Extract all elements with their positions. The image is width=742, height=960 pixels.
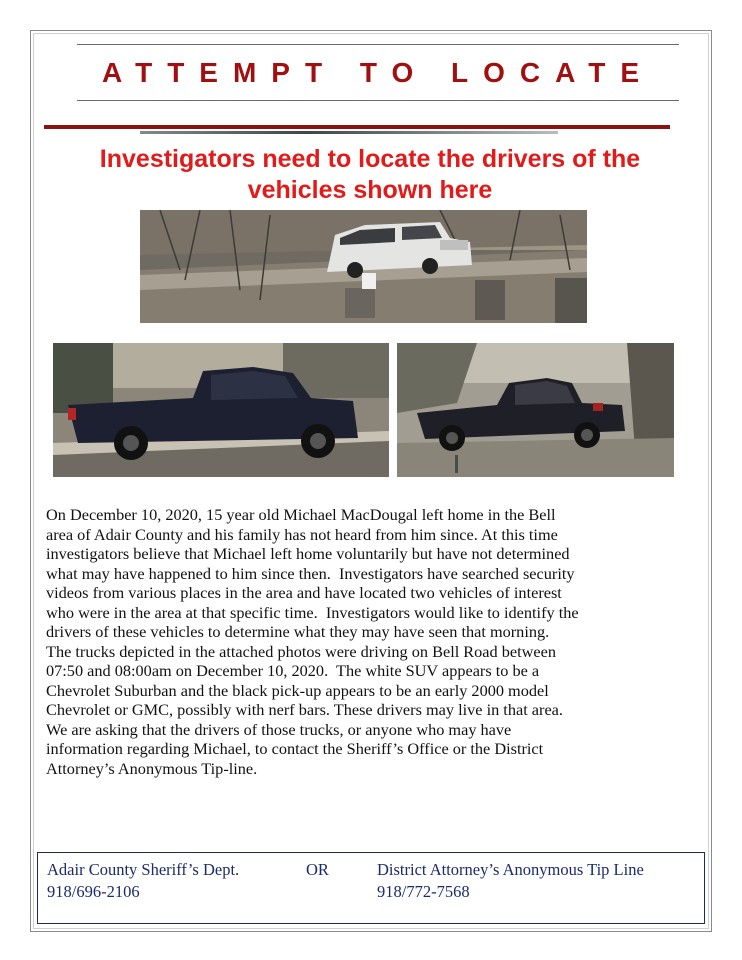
sheriff-phone[interactable]: 918/696-2106 [47,882,140,901]
headline [40,144,700,206]
sheriff-contact [47,859,239,903]
case-description: On December 10, 2020, 15 year old Michael MacDougal left home in the Bell area of Adair County and his family has not heard from him since. At this time investigators believe that Michael left home voluntarily but have not determined what may have happened to him since then. Investigators have searched security videos from various places in the area and have located two vehicles of interest who were in the area at that specific time. Investigators would like to identify the drivers of these vehicles to determine what they may have seen that morning. The trucks depicted in the attached photos were driving on Bell Road between 07:50 and 08:00am on December 10, 2020. The white SUV appears to be a Chevrolet Suburban and the black pick-up appears to be an early 2000 model Chevrolet or GMC, possibly with nerf bars. These drivers may live in that area. We are asking that the drivers of those trucks, or anyone who may have information regarding Michael, to contact the Sheriff’s Office or the District Attorney’s Anonymous Tip-line. [46,505,579,778]
or-label: OR [306,860,329,879]
headline-line-1: Investigators need to locate the drivers of the [99,145,641,173]
da-phone[interactable]: 918/772-7568 [377,882,470,901]
sheriff-name: Adair County Sheriff’s Dept. [47,860,240,879]
banner-top-rule [77,44,679,45]
black-pickup-photo-right [397,343,674,477]
gray-divider [140,131,558,134]
banner-bottom-rule [77,100,679,101]
black-pickup-photo-left [53,343,389,477]
banner-title: ATTEMPT TO LOCATE [101,57,655,88]
white-suv-photo [140,210,587,323]
da-contact [377,859,644,903]
red-divider [44,125,670,129]
da-tip-line-name: District Attorney’s Anonymous Tip Line [377,860,644,879]
headline-line-2: vehicles shown here [247,176,493,204]
